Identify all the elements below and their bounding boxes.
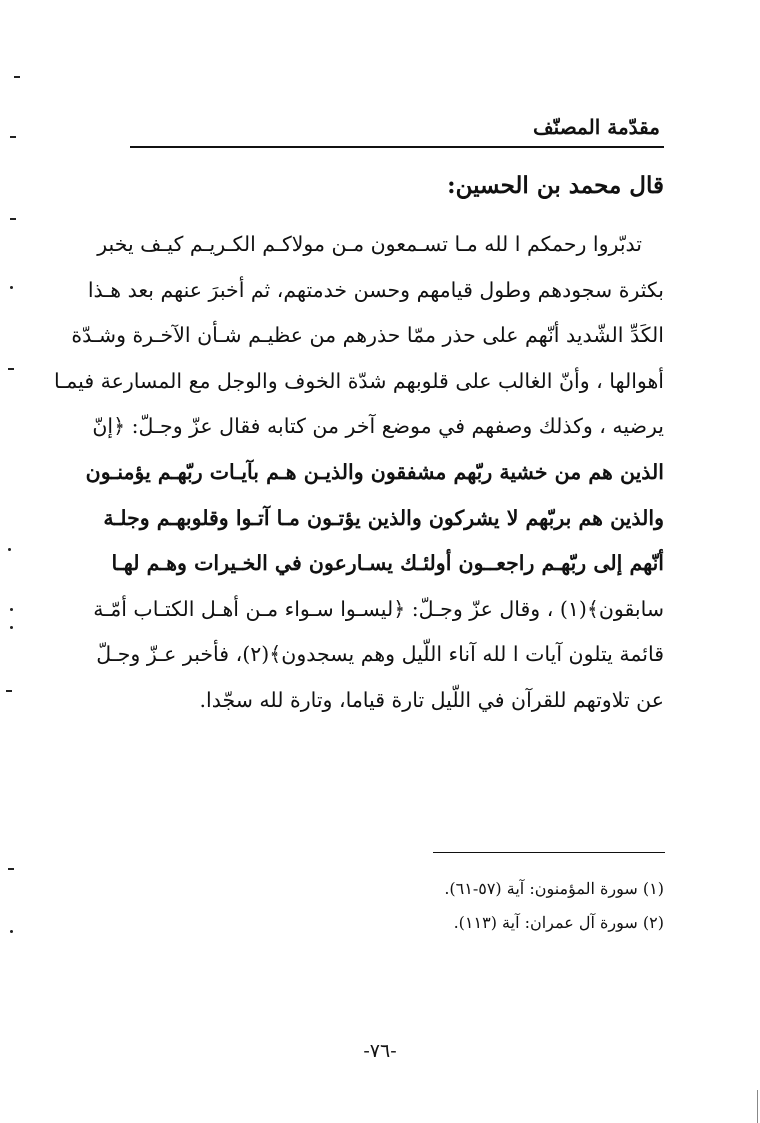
body-line: أهوالها ، وأنّ الغالب على قلوبهم شدّة الخوف والوجل مع المسارعة فيمـا (54, 368, 664, 393)
body-line: سابقون﴾(١) ، وقال عزّ وجـلّ: ﴿ليسـوا سـواء مـن أهـل الكتـاب أمّـة (93, 596, 664, 621)
scan-mark (14, 76, 20, 78)
footnotes (444, 872, 664, 940)
body-line: عن تلاوتهم للقرآن في اللّيل تارة قياما، وتارة لله سجّدا. (199, 687, 664, 712)
body-line: الكَدِّ الشّديد أنّهم على حذر ممّا حذرهم من عظيـم شـأن الآخـرة وشـدّة (71, 323, 664, 348)
scan-mark (10, 608, 13, 611)
scan-mark (10, 286, 13, 289)
footnote-rule (433, 852, 665, 853)
body-line: قائمة يتلون آيات ا لله آناء اللّيل وهم يسجدون﴾(٢)، فأخبر عـزّ وجـلّ (96, 642, 664, 667)
body-line: والذين هم بربّهم لا يشركون والذين يؤتـون مـا آتـوا وقلوبهـم وجلـة (103, 505, 664, 530)
body-line: بكثرة سجودهم وطول قيامهم وحسن خدمتهم، ثم أخبرَ عنهم بعد هـذا (87, 277, 664, 302)
footnote-2: (٢) سورة آل عمران: آية (١١٣). (453, 913, 664, 932)
body-text (54, 222, 664, 724)
scan-mark (10, 218, 16, 220)
scan-mark (10, 930, 13, 933)
footnote-1: (١) سورة المؤمنون: آية (٥٧-٦١). (444, 879, 664, 898)
body-line: تدبّروا رحمكم ا لله مـا تسـمعون مـن مولاكـم الكـريـم كيـف يخبر (97, 232, 642, 256)
scan-mark (6, 690, 12, 692)
scan-mark (8, 548, 11, 551)
scan-mark (10, 626, 13, 629)
section-heading: قال محمد بن الحسين: (447, 172, 664, 199)
scan-mark (10, 136, 16, 138)
scan-mark (8, 868, 14, 870)
body-line: الذين هم من خشية ربّهم مشفقون والذيـن هـم بآيـات ربّهـم يؤمنـون (85, 459, 664, 484)
scan-edge (757, 1090, 758, 1123)
body-line: يرضيه ، وكذلك وصفهم في موضع آخر من كتابه فقال عزّ وجـلّ: ﴿إنّ (92, 414, 664, 439)
running-header-title: مقدّمة المصنّف (532, 115, 660, 139)
page-number: -٧٦- (363, 1040, 397, 1062)
body-line: أنّهم إلى ربّهـم راجعــون أولئـك يسـارعون في الخـيرات وهـم لهـا (111, 551, 664, 576)
scan-mark (8, 368, 14, 370)
header-rule (130, 146, 664, 148)
